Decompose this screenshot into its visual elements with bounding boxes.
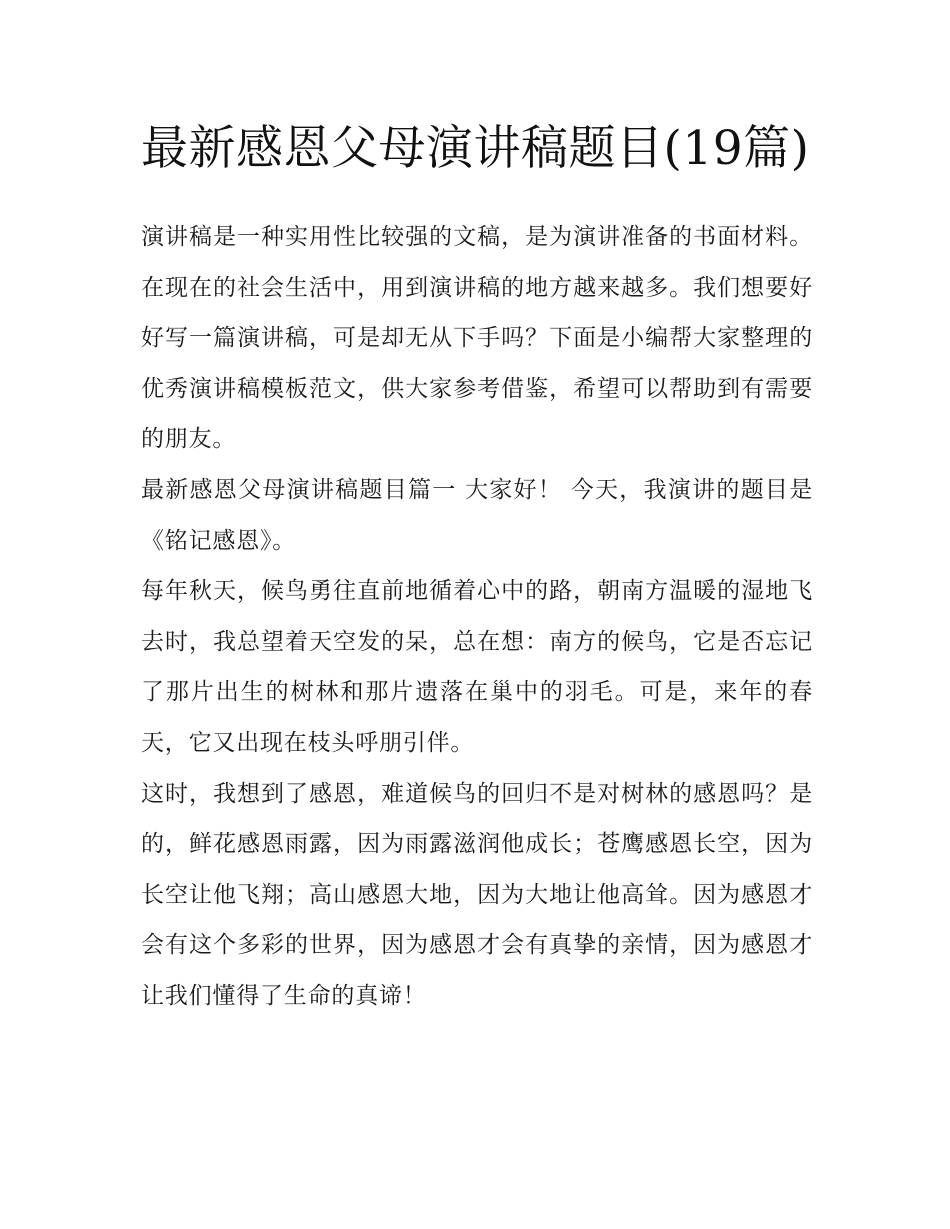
document-title: 最新感恩父母演讲稿题目(19篇) [141,121,810,176]
paragraph-greeting: 最新感恩父母演讲稿题目篇一 大家好！ 今天，我演讲的题目是《铭记感恩》。 [141,476,813,554]
document-content [141,110,813,1022]
paragraph-gratitude: 这时，我想到了感恩，难道候鸟的回归不是对树林的感恩吗？是的，鲜花感恩雨露，因为雨露滋润他成长；苍鹰感恩长空，因为长空让他飞翔；高山感恩大地，因为大地让他高耸。因为感恩才会有这个多彩的世界，因为感恩才会有真挚的亲情，因为感恩才让我们懂得了生命的真谛！ [141,780,813,1009]
paragraph-intro: 演讲稿是一种实用性比较强的文稿，是为演讲准备的书面材料。在现在的社会生活中，用到演讲稿的地方越来越多。我们想要好好写一篇演讲稿，可是却无从下手吗？下面是小编帮大家整理的优秀演讲稿模板范文，供大家参考借鉴，希望可以帮助到有需要的朋友。 [141,224,813,453]
document-body [141,212,813,1022]
paragraph-migratory-birds: 每年秋天，候鸟勇往直前地循着心中的路，朝南方温暖的湿地飞去时，我总望着天空发的呆，总在想：南方的候鸟，它是否忘记了那片出生的树林和那片遗落在巢中的羽毛。可是，来年的春天，它又出现在枝头呼朋引伴。 [141,578,813,756]
